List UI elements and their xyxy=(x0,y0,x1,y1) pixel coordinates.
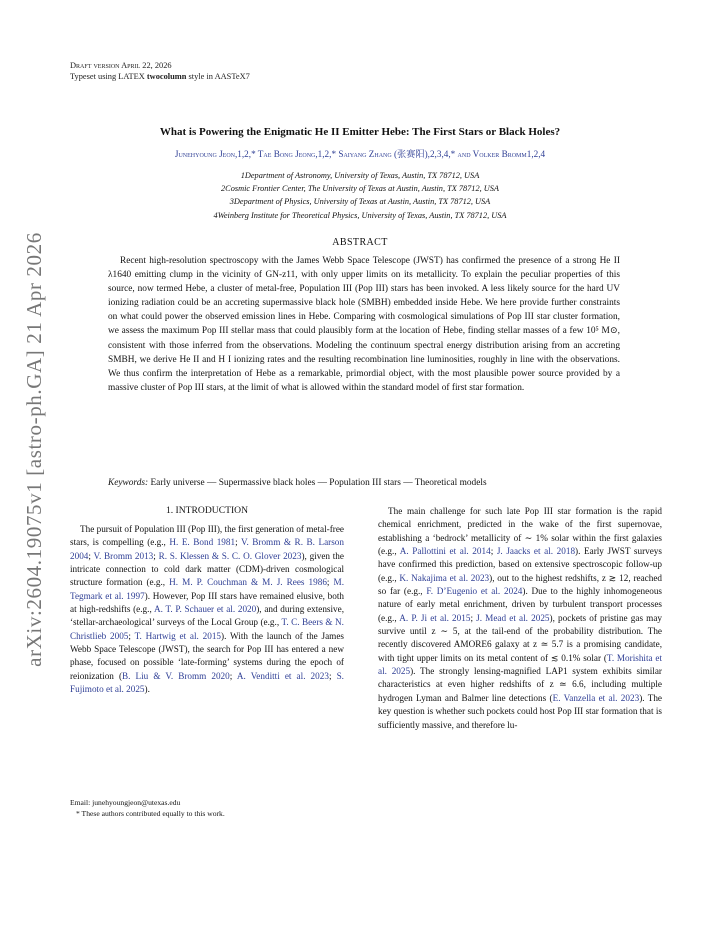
citation-link[interactable]: A. Venditti et al. 2023 xyxy=(236,670,329,681)
keywords-line xyxy=(108,477,668,489)
citation-link[interactable]: T. Morishita et al. 2025 xyxy=(378,652,662,677)
citation-link[interactable]: T. C. Beers & N. Christlieb 2005 xyxy=(70,617,344,641)
abstract-body: Recent high-resolution spectroscopy with the James Webb Space Telescope (JWST) has confirmed the presence of a strong He II λ1640 emitting clump in the vicinity of GN-z11, with only upper limits on its metallicity. To explain the peculiar properties of this source, now termed Hebe, a cluster of metal-free, Population III (Pop III) stars has been invoked. A less likely source for the hard UV ionizing radiation could be an accreting supermassive black hole (SMBH) embedded inside Hebe. We here provide further constraints on what could power the observed emission lines in Hebe. Comparing with cosmological simulations of Pop III star cluster formation, we assess the maximum Pop III stellar mass that could plausibly form at the location of Hebe, finding stellar masses of a few 10⁵ M⊙, consistent with those inferred from the observations. Modeling the continuum spectral energy distribution arising from an accreting SMBH, we derive He II and H I ionizing rates and the resulting recombination line luminosities, roughly in line with the observations. We thus confirm the interpretation of Hebe as a remarkable, primordial object, with the most plausible power source provided by a massive cluster of Pop III stars, at the limit of what is allowed within the standard model of first star formation. xyxy=(108,256,620,393)
citation-link[interactable]: T. Hartwig et al. 2015 xyxy=(134,630,222,641)
citation-link[interactable]: M. Tegmark et al. 1997 xyxy=(70,577,344,601)
citation-link[interactable]: E. Vanzella et al. 2023 xyxy=(552,692,640,703)
twocolumn-label: twocolumn xyxy=(146,71,187,81)
typeset-note xyxy=(70,72,250,83)
citation-link[interactable]: V. Bromm 2013 xyxy=(93,550,154,561)
keywords-label: Keywords: xyxy=(108,478,149,488)
citation-link[interactable]: B. Liu & V. Bromm 2020 xyxy=(122,670,230,681)
typeset-suffix: style in AASTeX7 xyxy=(186,71,250,81)
citation-link[interactable]: H. M. P. Couchman & M. J. Rees 1986 xyxy=(169,577,327,588)
arxiv-identifier: arXiv:2604.19075v1 [astro-ph.GA] 21 Apr 2026 xyxy=(21,231,46,667)
affiliation-4: 4Weinberg Institute for Theoretical Physics, University of Texas, Austin, TX 78712, USA xyxy=(213,210,507,220)
arxiv-sidebar-stamp xyxy=(14,229,54,669)
left-column xyxy=(70,505,344,696)
footnotes xyxy=(70,797,344,819)
citation-link[interactable]: A. T. P. Schauer et al. 2020 xyxy=(153,604,257,615)
citation-link[interactable]: F. D’Eugenio et al. 2024 xyxy=(426,586,523,597)
footnote-equal-contribution: * These authors contributed equally to this work. xyxy=(76,809,225,818)
affiliation-2: 2Cosmic Frontier Center, The University of Texas at Austin, Austin, TX 78712, USA xyxy=(221,184,499,194)
citation-link[interactable]: R. S. Klessen & S. C. O. Glover 2023 xyxy=(158,550,302,561)
citation-link[interactable]: A. P. Ji et al. 2015 xyxy=(399,612,471,623)
affiliation-3: 3Department of Physics, University of Texas at Austin, Austin, TX 78712, USA xyxy=(229,197,491,207)
right-column xyxy=(378,505,662,732)
typeset-prefix: Typeset using xyxy=(70,71,119,81)
draft-header xyxy=(70,61,250,82)
intro-paragraph-right: The main challenge for such late Pop III star formation is the rapid chemical enrichment, predicted in the wake of the first supernovae, establishing a ‘bedrock’ metallicity of ∼ 1% solar within the first galaxies (e.g., A. Pallottini et al. 2014; J. Jaacks et al. 2018). Early JWST surveys have confirmed this prediction, based on extensive spectroscopic follow-up (e.g., K. Nakajima et al. 2023), out to the highest redshifts, z ≳ 12, reached so far (e.g., F. D’Eugenio et al. 2024). Due to the highly inhomogeneous nature of early metal enrichment, driven by turbulent transport processes (e.g., A. P. Ji et al. 2015; J. Mead et al. 2025), pockets of pristine gas may survive until z ∼ 5, at the tail-end of the probability distribution. The recently discovered AMORE6 galaxy at z ≃ 5.7 is a promising candidate, with tight upper limits on its metal content of ≲ 0.1% solar (T. Morishita et al. 2025). The strongly lensing-magnified LAP1 system exhibits similar characteristics at even higher redshifts of z ≃ 6.6, including multiple hydrogen Lyman and Balmer line detections (E. Vanzella et al. 2023). The key question is whether such pockets could host Pop III star formation that is sufficiently massive, and therefore lu- xyxy=(378,506,663,730)
citation-link[interactable]: J. Mead et al. 2025 xyxy=(476,612,550,623)
footnote-email[interactable]: Email: junehyoungjeon@utexas.edu xyxy=(70,798,181,807)
citation-link[interactable]: H. E. Bond 1981 xyxy=(169,537,236,548)
keywords-text: Early universe — Supermassive black holes — Population III stars — Theoretical models xyxy=(148,478,487,488)
intro-paragraph-left: The pursuit of Population III (Pop III), the first generation of metal-free stars, is compelling (e.g., H. E. Bond 1981; V. Bromm & R. B. Larson 2004; V. Bromm 2013; R. S. Klessen & S. C. O. Glover 2023), given the intricate connection to cold dark matter (CDM)-driven cosmological structure formation (e.g., H. M. P. Couchman & M. J. Rees 1986; M. Tegmark et al. 1997). However, Pop III stars have remained elusive, both at high-redshifts (e.g., A. T. P. Schauer et al. 2020), and during extensive, ‘stellar-archaeological’ surveys of the Local Group (e.g., T. C. Beers & N. Christlieb 2005; T. Hartwig et al. 2015). With the launch of the James Webb Space Telescope (JWST), the search for Pop III has entered a new phase, focused on possible ‘late-forming’ systems during the epoch of reionization (B. Liu & V. Bromm 2020; A. Venditti et al. 2023; S. Fujimoto et al. 2025). xyxy=(70,524,345,695)
citation-link[interactable]: A. Pallottini et al. 2014 xyxy=(399,546,491,557)
citation-link[interactable]: V. Bromm & R. B. Larson 2004 xyxy=(70,537,344,561)
paper-title: What is Powering the Enigmatic He II Emitter Hebe: The First Stars or Black Holes? xyxy=(159,126,561,138)
section-heading-introduction: 1. INTRODUCTION xyxy=(165,505,249,516)
citation-link[interactable]: J. Jaacks et al. 2018 xyxy=(496,546,576,557)
citation-link[interactable]: K. Nakajima et al. 2023 xyxy=(399,572,490,583)
author-list[interactable]: Junehyoung Jeon,1,2,* Tae Bong Jeong,1,2,* Saiyang Zhang (张赛阳),2,3,4,* and Volker Bromm1,2,4 xyxy=(174,149,546,159)
citation-link[interactable]: S. Fujimoto et al. 2025 xyxy=(70,670,344,695)
abstract-heading: ABSTRACT xyxy=(332,237,388,248)
latex-logo: LATEX xyxy=(118,71,145,81)
affiliation-1: 1Department of Astronomy, University of Texas, Austin, TX 78712, USA xyxy=(240,171,480,180)
affiliation-list xyxy=(70,169,650,222)
draft-version: Draft version April 22, 2026 xyxy=(70,61,172,70)
